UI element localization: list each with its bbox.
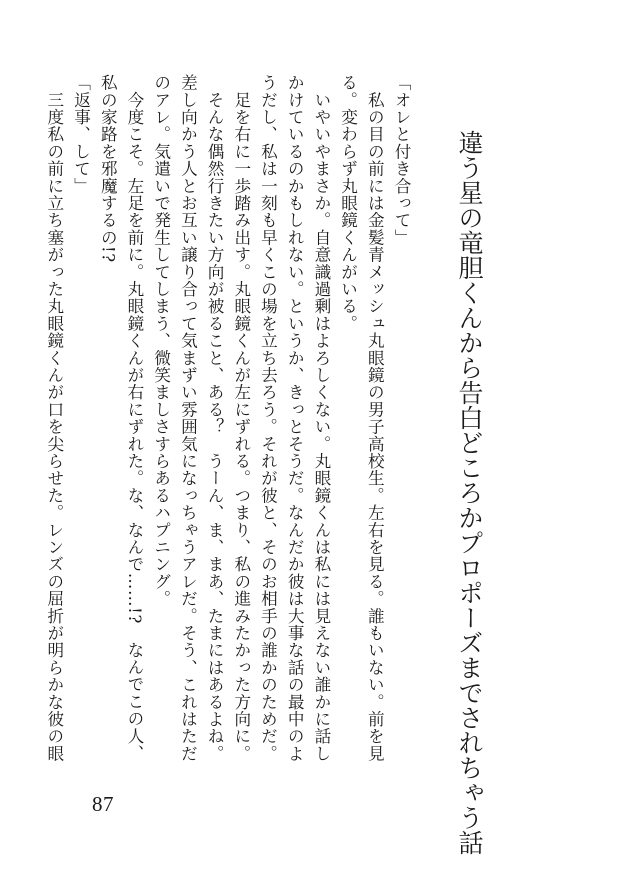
text-line: 「返事、して」 [71, 74, 91, 195]
text-line: 差し向かう人とお互い譲り合って気まずい雰囲気になっちゃうアレだ。そう、これはただ [178, 74, 198, 762]
text-line: そんな偶然行きたい方向が被ること、ある？ うーん、ま、まあ、たまにはあるよね。 [205, 74, 225, 762]
text-line: 足を右に一歩踏み出す。丸眼鏡くんが左にずれる。つまり、私の進みたかった方向に。 [231, 74, 251, 762]
text-line: 私の目の前には金髪青メッシュ丸眼鏡の男子高校生。左右を見る。誰もいない。前を見 [365, 74, 385, 762]
page-number: 87 [92, 792, 114, 816]
text-line: る。変わらず丸眼鏡くんがいる。 [338, 74, 358, 332]
text-line: のアレ。気遣いで発生してしまう、微笑ましさすらあるハプニング。 [151, 74, 171, 608]
text-line: 私の家路を邪魔するの!? [98, 74, 118, 263]
text-line: 「オレと付き合って」 [392, 74, 411, 246]
text-line: 今度こそ。左足を前に。丸眼鏡くんが右にずれた。な、なんで……!? なんでこの人、 [124, 74, 144, 762]
text-line: 三度私の前に立ち塞がった丸眼鏡くんが口を尖らせた。レンズの屈折が明らかな彼の眼 [44, 74, 64, 762]
text-line: かけているのかもしれない。というか、きっとそうだ。なんだか彼は大事な話の最中のよ [285, 74, 305, 762]
text-line: いやいやまさか。自意識過剰はよろしくない。丸眼鏡くんは私には見えない誰かに話し [311, 74, 331, 762]
body-text [44, 74, 414, 770]
text-line: うだし、私は一刻も早くこの場を立ち去ろう。それが彼と、そのお相手の誰かのためだ。 [258, 74, 278, 762]
chapter-title: 違う星の竜胆くんから告白どころかプロポーズまでされちゃう話 [455, 130, 484, 855]
